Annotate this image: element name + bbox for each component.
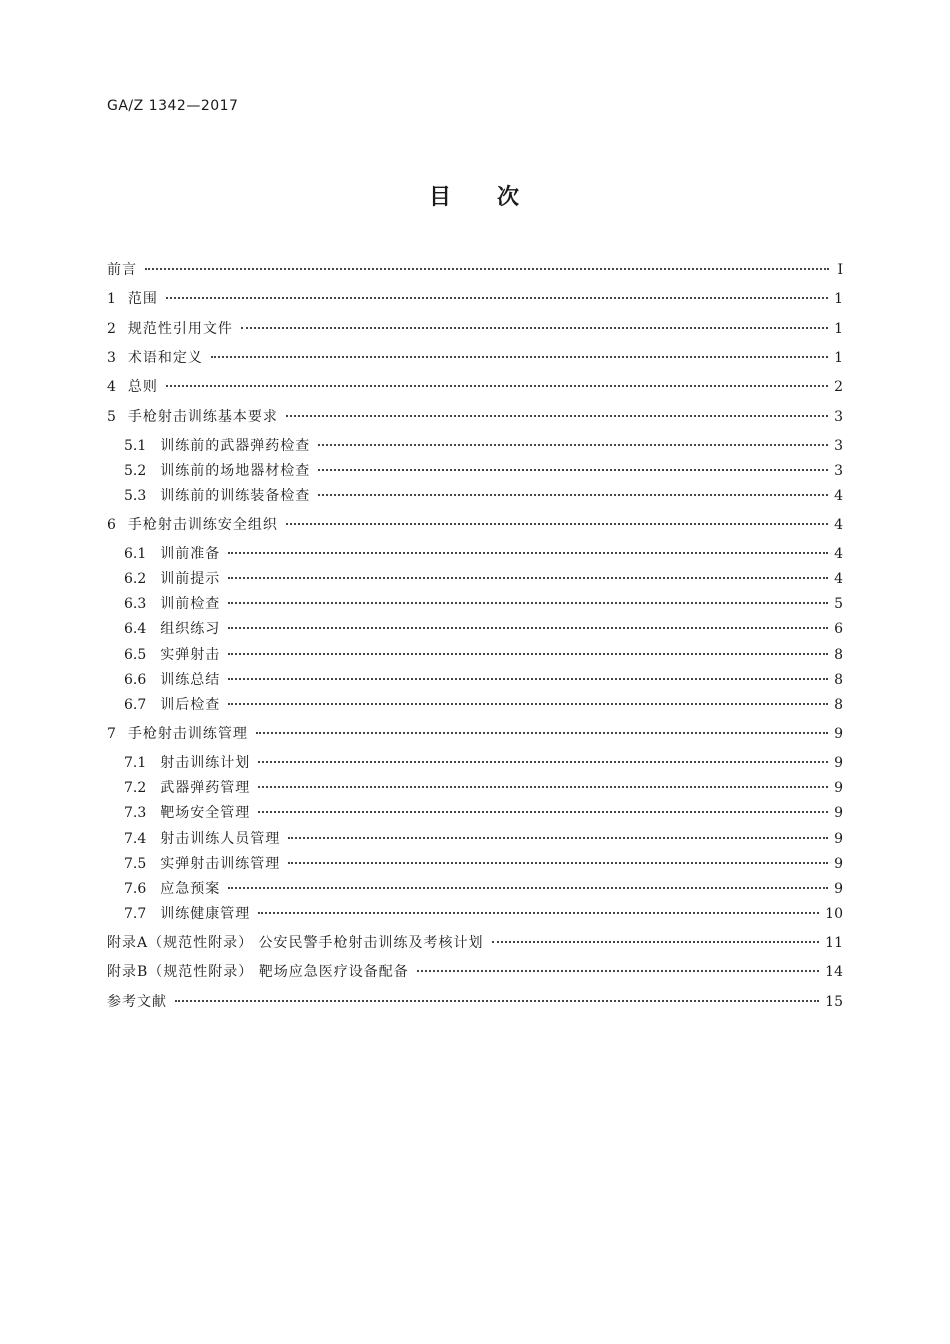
toc-entry-label: 手枪射击训练管理 [127, 726, 248, 742]
toc-entry-label: 训练健康管理 [160, 906, 251, 922]
toc-entry-number: 6.6 [124, 672, 147, 688]
toc-entry-label: 实弹射击训练管理 [160, 856, 281, 872]
toc-entry-page: Ⅰ [837, 262, 843, 278]
toc-entry-page: 8 [834, 697, 843, 713]
page-title-char-2: 次 [497, 185, 522, 210]
toc-entry-label: 附录B（规范性附录） 靶场应急医疗设备配备 [107, 964, 409, 980]
toc-entry-6-5[interactable] [124, 644, 843, 666]
toc-dot-leader [258, 912, 819, 914]
toc-entry-page: 8 [834, 647, 843, 663]
toc-entry-label: 训前提示 [160, 571, 221, 587]
toc-entry-label: 射击训练计划 [160, 755, 251, 771]
toc-entry-7[interactable] [107, 723, 843, 745]
toc-entry-number: 7.6 [124, 881, 147, 897]
toc-entry-page: 3 [834, 438, 843, 454]
toc-entry-page: 9 [834, 726, 843, 742]
toc-entry-page: 9 [834, 881, 843, 897]
toc-entry-7-6[interactable] [124, 878, 843, 900]
toc-dot-leader [258, 811, 828, 813]
toc-entry-label: 射击训练人员管理 [160, 831, 281, 847]
toc-entry-label: 手枪射击训练基本要求 [127, 409, 278, 425]
toc-dot-leader [288, 837, 828, 839]
toc-entry-label: 组织练习 [160, 621, 221, 637]
toc-entry-page: 9 [834, 780, 843, 796]
toc-dot-leader [258, 761, 828, 763]
toc-entry-label: 前言 [107, 262, 137, 278]
toc-entry-number: 5 [107, 409, 116, 425]
toc-entry-page: 4 [834, 546, 843, 562]
toc-entry-appendix-b[interactable] [107, 961, 843, 983]
toc-dot-leader [211, 356, 828, 358]
toc-entry-page: 3 [834, 463, 843, 479]
toc-dot-leader [318, 444, 828, 446]
toc-entry-label: 训练前的训练装备检查 [160, 488, 311, 504]
toc-entry-6-4[interactable] [124, 618, 843, 640]
toc-entry-page: 11 [825, 935, 843, 951]
toc-entry-page: 6 [834, 621, 843, 637]
toc-entry-number: 7.2 [124, 780, 147, 796]
toc-entry-7-5[interactable] [124, 853, 843, 875]
toc-dot-leader [318, 494, 828, 496]
toc-dot-leader [417, 970, 819, 972]
page-title-char-1: 目 [428, 185, 453, 210]
toc-entry-6-2[interactable] [124, 568, 843, 590]
toc-entry-label: 靶场安全管理 [160, 805, 251, 821]
toc-dot-leader [228, 577, 828, 579]
toc-entry-label: 训后检查 [160, 697, 221, 713]
toc-entry-page: 14 [825, 964, 843, 980]
toc-entry-1[interactable] [107, 288, 843, 310]
toc-entry-6-3[interactable] [124, 593, 843, 615]
toc-entry-2[interactable] [107, 318, 843, 340]
toc-dot-leader [228, 602, 828, 604]
toc-entry-7-1[interactable] [124, 752, 843, 774]
toc-entry-5-2[interactable] [124, 460, 843, 482]
toc-entry-number: 7.5 [124, 856, 147, 872]
toc-entry-label: 附录A（规范性附录） 公安民警手枪射击训练及考核计划 [107, 935, 484, 951]
toc-dot-leader [228, 703, 828, 705]
toc-entry-page: 9 [834, 805, 843, 821]
toc-entry-page: 10 [825, 906, 843, 922]
toc-entry-page: 1 [834, 321, 843, 337]
toc-entry-page: 4 [834, 571, 843, 587]
toc-dot-leader [228, 653, 828, 655]
toc-entry-number: 6.1 [124, 546, 147, 562]
toc-entry-number: 7.4 [124, 831, 147, 847]
toc-entry-page: 5 [834, 596, 843, 612]
toc-dot-leader [228, 552, 828, 554]
toc-dot-leader [286, 523, 828, 525]
toc-dot-leader [166, 385, 828, 387]
toc-entry-6-7[interactable] [124, 694, 843, 716]
toc-entry-label: 规范性引用文件 [127, 321, 233, 337]
toc-entry-5[interactable] [107, 406, 843, 428]
toc-entry-page: 8 [834, 672, 843, 688]
toc-entry-5-1[interactable] [124, 435, 843, 457]
toc-dot-leader [286, 415, 828, 417]
toc-entry-page: 9 [834, 831, 843, 847]
toc-entry-page: 4 [834, 517, 843, 533]
toc-dot-leader [241, 327, 828, 329]
toc-entry-number: 7.3 [124, 805, 147, 821]
toc-entry-bibliography[interactable] [107, 991, 843, 1013]
toc-entry-7-2[interactable] [124, 777, 843, 799]
toc-entry-label: 手枪射击训练安全组织 [127, 517, 278, 533]
toc-entry-number: 5.2 [124, 463, 147, 479]
toc-entry-5-3[interactable] [124, 485, 843, 507]
toc-entry-6-6[interactable] [124, 669, 843, 691]
toc-entry-page: 3 [834, 409, 843, 425]
toc-dot-leader [228, 887, 828, 889]
toc-entry-number: 7.1 [124, 755, 147, 771]
toc-entry-page: 9 [834, 755, 843, 771]
toc-entry-number: 5.3 [124, 488, 147, 504]
toc-dot-leader [166, 297, 828, 299]
toc-entry-7-7[interactable] [124, 903, 843, 925]
standard-code: GA/Z 1342—2017 [107, 98, 239, 114]
toc-entry-appendix-a[interactable] [107, 932, 843, 954]
toc-entry-label: 实弹射击 [160, 647, 221, 663]
toc-entry-label: 训前准备 [160, 546, 221, 562]
toc-entry-label: 训前检查 [160, 596, 221, 612]
toc-entry-number: 6 [107, 517, 116, 533]
toc-entry-label: 参考文献 [107, 994, 167, 1010]
toc-entry-page: 15 [825, 994, 843, 1010]
toc-entry-number: 7.7 [124, 906, 147, 922]
toc-entry-6-1[interactable] [124, 543, 843, 565]
toc-entry-page: 4 [834, 488, 843, 504]
toc-entry-6[interactable] [107, 514, 843, 536]
toc-entry-number: 5.1 [124, 438, 147, 454]
toc-entry-number: 4 [107, 379, 116, 395]
toc-entry-3[interactable] [107, 347, 843, 369]
toc-dot-leader [175, 1000, 819, 1002]
toc-dot-leader [318, 469, 828, 471]
toc-entry-foreword[interactable] [107, 259, 843, 281]
toc-entry-number: 2 [107, 321, 116, 337]
toc-entry-number: 6.7 [124, 697, 147, 713]
toc-dot-leader [288, 862, 828, 864]
toc-entry-label: 训练前的场地器材检查 [160, 463, 311, 479]
toc-entry-page: 1 [834, 350, 843, 366]
toc-entry-number: 6.5 [124, 647, 147, 663]
toc-entry-4[interactable] [107, 376, 843, 398]
toc-entry-7-4[interactable] [124, 828, 843, 850]
toc-entry-label: 总则 [127, 379, 158, 395]
toc-entry-label: 武器弹药管理 [160, 780, 251, 796]
toc-entry-label: 应急预案 [160, 881, 221, 897]
toc-entry-page: 1 [834, 291, 843, 307]
toc-entry-number: 6.2 [124, 571, 147, 587]
toc-entry-label: 训练总结 [160, 672, 221, 688]
toc-entry-label: 术语和定义 [127, 350, 203, 366]
toc-dot-leader [228, 678, 828, 680]
toc-dot-leader [256, 732, 828, 734]
toc-entry-page: 2 [834, 379, 843, 395]
toc-entry-number: 3 [107, 350, 116, 366]
toc-entry-7-3[interactable] [124, 802, 843, 824]
toc-entry-label: 训练前的武器弹药检查 [160, 438, 311, 454]
toc-entry-number: 6.3 [124, 596, 147, 612]
toc-dot-leader [492, 941, 820, 943]
toc-entry-number: 6.4 [124, 621, 147, 637]
toc-dot-leader [228, 627, 828, 629]
toc-dot-leader [258, 786, 828, 788]
toc-entry-number: 7 [107, 726, 116, 742]
toc-entry-page: 9 [834, 856, 843, 872]
toc-entry-label: 范围 [127, 291, 158, 307]
toc-entry-number: 1 [107, 291, 116, 307]
toc-dot-leader [145, 268, 829, 270]
